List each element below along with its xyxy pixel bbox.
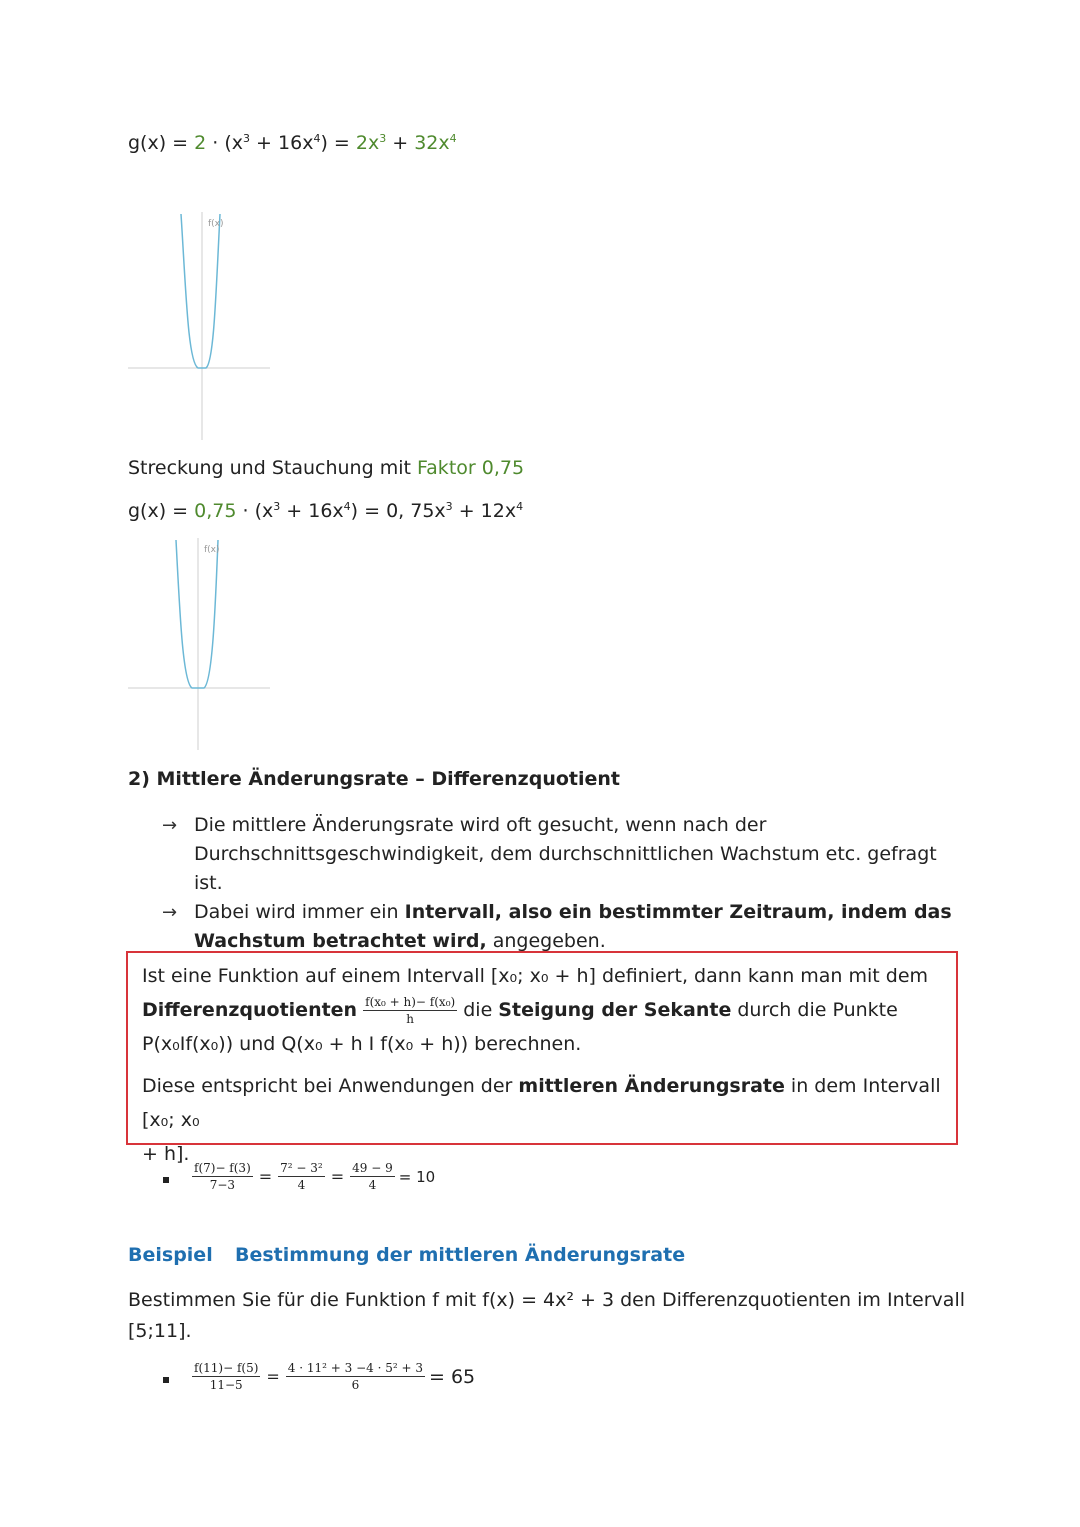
example-title: Bestimmung der mittleren Änderungsrate	[235, 1244, 686, 1266]
definition-line	[142, 993, 942, 1027]
result-term: 32x	[414, 132, 450, 154]
formula-g-stretch-075	[128, 500, 523, 522]
definition-line: Ist eine Funktion auf einem Intervall [x₀; x₀ + h] definiert, dann kann man mit dem	[142, 965, 929, 987]
bullet-text: angegeben.	[486, 930, 606, 952]
difference-quotient-fraction	[363, 994, 457, 1027]
stretch-heading	[128, 457, 524, 479]
fraction	[192, 1360, 260, 1393]
definition-term: Steigung der Sekante	[498, 999, 732, 1021]
factor-value: 2	[194, 132, 207, 154]
fraction	[192, 1160, 253, 1193]
fraction-denominator: 6	[351, 1378, 360, 1392]
square-bullet-icon	[163, 1377, 169, 1383]
graph-curve	[176, 540, 218, 688]
definition-text: in dem Intervall [x₀; x₀	[142, 1075, 941, 1131]
calculation-result: = 10	[398, 1167, 436, 1186]
fraction-numerator: 49 − 9	[352, 1161, 393, 1175]
factor-value: 0,75	[194, 500, 237, 522]
example-task-line-2: [5;11].	[128, 1320, 192, 1342]
graph-curve	[181, 214, 220, 368]
exponent: 3	[379, 132, 387, 145]
definition-line	[142, 1069, 942, 1137]
equals-sign: =	[330, 1167, 345, 1186]
bullet-text: Dabei wird immer ein	[194, 901, 405, 923]
formula-part: + 12x	[452, 500, 517, 522]
definition-text: Diese entspricht bei Anwendungen der	[142, 1075, 519, 1097]
section-title: 2) Mittlere Änderungsrate – Differenzquotient	[128, 768, 620, 790]
fraction	[350, 1160, 395, 1193]
fraction	[278, 1160, 325, 1193]
exponent: 4	[516, 500, 524, 513]
formula-part: · (x	[236, 500, 274, 522]
fraction-denominator: h	[406, 1012, 415, 1026]
formula-part: ) = 0, 75x	[350, 500, 446, 522]
fraction-numerator: 4 · 11² + 3 −4 · 5² + 3	[287, 1361, 423, 1375]
formula-prefix: g(x) =	[128, 500, 195, 522]
formula-part: + 16x	[250, 132, 314, 154]
stretch-text: Streckung und Stauchung mit	[128, 457, 417, 479]
fraction-numerator: f(11)− f(5)	[194, 1361, 259, 1375]
exponent: 4	[449, 132, 457, 145]
arrow-right-icon: →	[162, 902, 178, 923]
fraction-numerator: f(x₀ + h)− f(x₀)	[365, 995, 456, 1009]
example-label: Beispiel	[128, 1244, 213, 1266]
fraction-denominator: 4	[368, 1178, 377, 1192]
formula-part: ) =	[320, 132, 356, 154]
exponent: 3	[243, 132, 251, 145]
definition-term: Differenzquotienten	[142, 999, 358, 1021]
calculation-1	[192, 1160, 435, 1193]
result-term: 2x	[355, 132, 380, 154]
example-task-line-1: Bestimmen Sie für die Funktion f mit f(x) = 4x² + 3 den Differenzquotienten im Intervall	[128, 1289, 966, 1311]
function-graph-1	[128, 212, 270, 440]
fraction-denominator: 11−5	[209, 1378, 243, 1392]
definition-text: durch die Punkte	[731, 999, 898, 1021]
formula-part: · (x	[206, 132, 244, 154]
fraction-denominator: 4	[297, 1178, 306, 1192]
exponent: 3	[273, 500, 281, 513]
fraction-numerator: f(7)− f(3)	[194, 1161, 251, 1175]
fraction-denominator: 7−3	[209, 1178, 236, 1192]
bullet-text: Die mittlere Änderungsrate wird oft gesucht, wenn nach der Durchschnittsgeschwindigkeit, dem durchschnittlichen Wachstum etc. gefragt ist.	[194, 814, 937, 894]
formula-part: +	[386, 132, 415, 154]
graph-label: f(x)	[204, 545, 220, 555]
bullet-item	[162, 898, 962, 956]
formula-g-stretch-2	[128, 132, 457, 154]
formula-part: + 16x	[280, 500, 344, 522]
exponent: 4	[313, 132, 321, 145]
equals-sign: =	[266, 1367, 280, 1386]
arrow-right-icon: →	[162, 815, 178, 836]
exponent: 3	[445, 500, 453, 513]
fraction	[286, 1360, 425, 1393]
bullet-bold-text: Intervall, also ein bestimmter Zeitraum, indem das Wachstum betrachtet wird,	[194, 901, 952, 952]
exponent: 4	[343, 500, 351, 513]
equals-sign: =	[258, 1167, 273, 1186]
definition-text: die	[457, 999, 499, 1021]
formula-prefix: g(x) =	[128, 132, 195, 154]
definition-line: + h].	[142, 1143, 190, 1165]
calculation-result: = 65	[428, 1365, 476, 1388]
calculation-2	[192, 1360, 475, 1393]
function-graph-2	[128, 538, 270, 750]
graph-label: f(x)	[208, 219, 224, 229]
definition-term: mittleren Änderungsrate	[518, 1075, 785, 1097]
fraction-numerator: 7² − 3²	[280, 1161, 323, 1175]
definition-box	[126, 951, 958, 1165]
bullet-item	[162, 811, 962, 898]
definition-line: P(x₀If(x₀)) und Q(x₀ + h I f(x₀ + h)) berechnen.	[142, 1033, 582, 1055]
stretch-factor: Faktor 0,75	[416, 457, 525, 479]
square-bullet-icon	[163, 1177, 169, 1183]
bullet-list	[162, 811, 962, 956]
